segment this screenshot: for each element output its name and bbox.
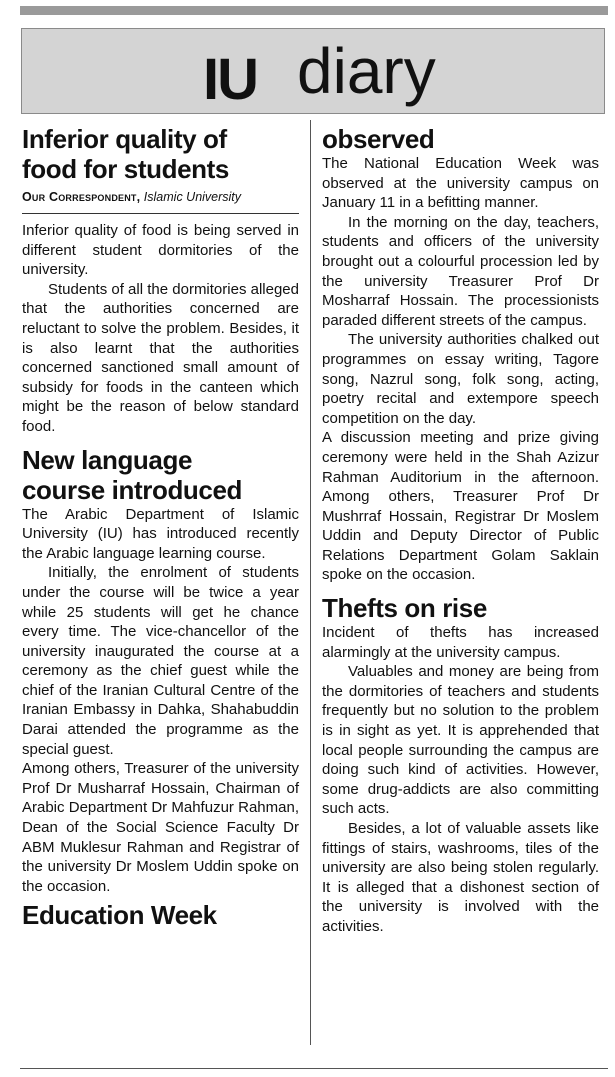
education-paragraph-4: A discussion meeting and prize giving ceremony were held in the Shah Azizur Rahman Auditorium in the afternoon. Among others, Treasurer Prof Dr Mushrraf Hossain, Registrar Dr Moslem Uddin and Deputy Director of Public Relations Department Golam Saklain spoke on the occasion. <box>322 429 599 584</box>
education-headline-part1: Education Week <box>22 900 217 931</box>
bottom-rule <box>20 1068 608 1069</box>
language-headline: New language course introduced <box>22 444 243 505</box>
byline-rule <box>22 213 299 214</box>
thefts-paragraph-2: Valuables and money are being from the dormitories of teachers and students frequently but no solution to the problem is in sight as yet. It is apprehended that local people surrounding the campus are doing such kind of activities. However, some drug-addicts are also committing such acts. <box>322 663 599 818</box>
education-paragraph-1: The National Education Week was observed at the university campus on January 11 in a befitting manner. <box>322 155 599 212</box>
masthead-diary: diary <box>297 35 436 107</box>
food-byline <box>22 189 299 206</box>
education-paragraph-2: In the morning on the day, teachers, students and officers of the university brought out a colourful procession led by the university Treasurer Prof Dr Mosharraf Hossain. The processionists paraded different streets of the campus. <box>322 213 599 329</box>
language-paragraph-3: Among others, Treasurer of the university Prof Dr Musharraf Hossain, Chairman of Arabic Department Dr Mahfuzur Rahman, Dean of the Social Science Faculty Dr ABM Muklesur Rahman and Registrar of the university Dr Moslem Uddin spoke on the occasion. <box>22 760 299 895</box>
spacer <box>22 437 299 445</box>
column-divider <box>310 120 311 1045</box>
top-rule <box>20 6 608 15</box>
spacer <box>322 585 599 593</box>
thefts-paragraph-3: Besides, a lot of valuable assets like fittings of stairs, washrooms, tiles of the university are also being stolen regularly. It is alleged that a dishonest section of the university is involved with the activities. <box>322 820 599 935</box>
education-headline-part2: observed <box>322 124 435 154</box>
food-paragraph-1: Inferior quality of food is being served in different student dormitories of the university. <box>22 222 299 279</box>
education-paragraph-3: The university authorities chalked out programmes on essay writing, Tagore song, Nazrul song, folk song, acting, poetry recital and extempore speech competition on the day. <box>322 331 599 427</box>
byline-author: Our Correspondent, <box>22 190 141 204</box>
left-column <box>22 124 299 930</box>
masthead-iu: IU <box>203 47 257 112</box>
language-paragraph-1: The Arabic Department of Islamic University (IU) has introduced recently the Arabic language learning course. <box>22 505 299 562</box>
byline-location: Islamic University <box>143 190 242 204</box>
thefts-headline: Thefts on rise <box>322 593 487 624</box>
thefts-paragraph-1: Incident of thefts has increased alarmingly at the university campus. <box>322 624 599 661</box>
food-headline: Inferior quality of food for students <box>22 124 229 184</box>
right-column <box>322 124 599 937</box>
food-paragraph-2: Students of all the dormitories alleged that the authorities concerned are reluctant to solve the problem. Besides, it is also learnt that the authorities concerned sanctioned small amount of subsidy for foods in the canteen which might be the reason of below standard food. <box>22 280 299 435</box>
language-paragraph-2: Initially, the enrolment of students under the course will be twice a year while 25 students will get he chance every time. The vice-chancellor of the university inaugurated the course at a ceremony as the chief guest while the chief of the Iranian Cultural Centre of the Iranian Embassy in Dahka, Shahabuddin Darai attended the programme as the special guest. <box>22 564 299 758</box>
masthead <box>21 28 605 114</box>
